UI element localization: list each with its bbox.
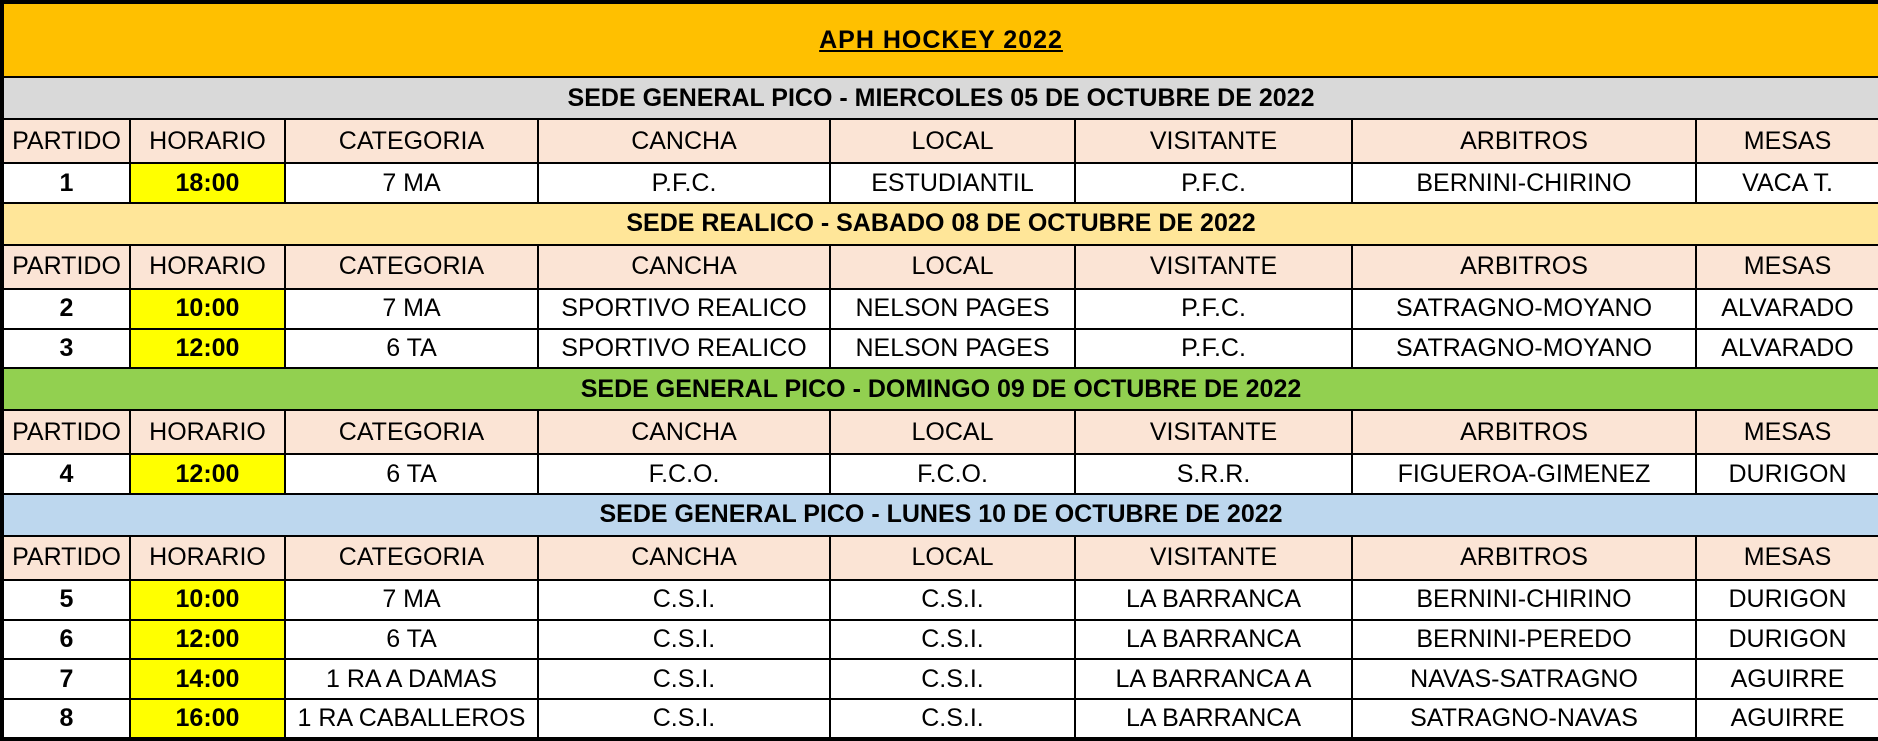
cell-mesas: AGUIRRE	[1696, 699, 1878, 739]
cell-categoria: 6 TA	[285, 454, 538, 494]
column-header-arbitros: ARBITROS	[1352, 245, 1696, 289]
cell-cancha: SPORTIVO REALICO	[538, 329, 830, 369]
cell-partido: 7	[2, 659, 130, 699]
column-header-partido: PARTIDO	[2, 410, 130, 454]
column-header-mesas: MESAS	[1696, 119, 1878, 163]
cell-visitante: P.F.C.	[1075, 163, 1352, 203]
column-header-partido: PARTIDO	[2, 245, 130, 289]
cell-partido: 5	[2, 580, 130, 620]
match-row	[2, 620, 1878, 660]
cell-local: NELSON PAGES	[830, 329, 1075, 369]
column-header-row	[2, 119, 1878, 163]
cell-local: NELSON PAGES	[830, 289, 1075, 329]
cell-categoria: 7 MA	[285, 163, 538, 203]
cell-arbitros: SATRAGNO-NAVAS	[1352, 699, 1696, 739]
column-header-arbitros: ARBITROS	[1352, 536, 1696, 580]
cell-mesas: DURIGON	[1696, 454, 1878, 494]
cell-categoria: 7 MA	[285, 580, 538, 620]
cell-visitante: LA BARRANCA	[1075, 699, 1352, 739]
column-header-row	[2, 245, 1878, 289]
cell-arbitros: SATRAGNO-MOYANO	[1352, 289, 1696, 329]
cell-visitante: P.F.C.	[1075, 329, 1352, 369]
cell-visitante: P.F.C.	[1075, 289, 1352, 329]
section-title: SEDE GENERAL PICO - LUNES 10 DE OCTUBRE DE 2022	[2, 494, 1878, 536]
cell-partido: 1	[2, 163, 130, 203]
cell-visitante: LA BARRANCA A	[1075, 659, 1352, 699]
cell-arbitros: SATRAGNO-MOYANO	[1352, 329, 1696, 369]
column-header-row	[2, 410, 1878, 454]
cell-cancha: F.C.O.	[538, 454, 830, 494]
cell-partido: 8	[2, 699, 130, 739]
column-header-local: LOCAL	[830, 536, 1075, 580]
column-header-local: LOCAL	[830, 410, 1075, 454]
column-header-categoria: CATEGORIA	[285, 536, 538, 580]
cell-local: F.C.O.	[830, 454, 1075, 494]
cell-cancha: C.S.I.	[538, 659, 830, 699]
match-row	[2, 289, 1878, 329]
cell-local: C.S.I.	[830, 699, 1075, 739]
title-row	[2, 2, 1878, 77]
cell-partido: 3	[2, 329, 130, 369]
cell-partido: 2	[2, 289, 130, 329]
section-row	[2, 77, 1878, 119]
cell-categoria: 7 MA	[285, 289, 538, 329]
page-title: APH HOCKEY 2022	[2, 2, 1878, 77]
column-header-cancha: CANCHA	[538, 410, 830, 454]
column-header-visitante: VISITANTE	[1075, 245, 1352, 289]
column-header-visitante: VISITANTE	[1075, 410, 1352, 454]
cell-arbitros: BERNINI-CHIRINO	[1352, 580, 1696, 620]
match-row	[2, 454, 1878, 494]
cell-horario: 10:00	[130, 289, 285, 329]
cell-local: C.S.I.	[830, 580, 1075, 620]
cell-cancha: C.S.I.	[538, 699, 830, 739]
cell-categoria: 1 RA CABALLEROS	[285, 699, 538, 739]
cell-arbitros: NAVAS-SATRAGNO	[1352, 659, 1696, 699]
column-header-partido: PARTIDO	[2, 119, 130, 163]
cell-mesas: DURIGON	[1696, 620, 1878, 660]
cell-local: C.S.I.	[830, 620, 1075, 660]
cell-arbitros: BERNINI-PEREDO	[1352, 620, 1696, 660]
match-row	[2, 699, 1878, 739]
cell-categoria: 1 RA A DAMAS	[285, 659, 538, 699]
column-header-cancha: CANCHA	[538, 245, 830, 289]
column-header-visitante: VISITANTE	[1075, 536, 1352, 580]
column-header-horario: HORARIO	[130, 536, 285, 580]
cell-horario: 16:00	[130, 699, 285, 739]
cell-horario: 12:00	[130, 329, 285, 369]
cell-horario: 14:00	[130, 659, 285, 699]
cell-mesas: VACA T.	[1696, 163, 1878, 203]
cell-cancha: C.S.I.	[538, 580, 830, 620]
column-header-cancha: CANCHA	[538, 536, 830, 580]
cell-horario: 12:00	[130, 620, 285, 660]
cell-horario: 12:00	[130, 454, 285, 494]
column-header-arbitros: ARBITROS	[1352, 410, 1696, 454]
cell-partido: 6	[2, 620, 130, 660]
section-title: SEDE GENERAL PICO - MIERCOLES 05 DE OCTUBRE DE 2022	[2, 77, 1878, 119]
column-header-local: LOCAL	[830, 119, 1075, 163]
column-header-categoria: CATEGORIA	[285, 410, 538, 454]
cell-partido: 4	[2, 454, 130, 494]
cell-mesas: ALVARADO	[1696, 289, 1878, 329]
cell-mesas: ALVARADO	[1696, 329, 1878, 369]
cell-cancha: C.S.I.	[538, 620, 830, 660]
column-header-arbitros: ARBITROS	[1352, 119, 1696, 163]
column-header-partido: PARTIDO	[2, 536, 130, 580]
cell-cancha: P.F.C.	[538, 163, 830, 203]
cell-visitante: LA BARRANCA	[1075, 580, 1352, 620]
match-row	[2, 329, 1878, 369]
section-row	[2, 203, 1878, 245]
column-header-horario: HORARIO	[130, 410, 285, 454]
cell-visitante: S.R.R.	[1075, 454, 1352, 494]
column-header-horario: HORARIO	[130, 119, 285, 163]
match-row	[2, 163, 1878, 203]
cell-cancha: SPORTIVO REALICO	[538, 289, 830, 329]
match-row	[2, 659, 1878, 699]
column-header-mesas: MESAS	[1696, 245, 1878, 289]
cell-arbitros: BERNINI-CHIRINO	[1352, 163, 1696, 203]
section-row	[2, 368, 1878, 410]
cell-mesas: AGUIRRE	[1696, 659, 1878, 699]
cell-local: ESTUDIANTIL	[830, 163, 1075, 203]
column-header-horario: HORARIO	[130, 245, 285, 289]
cell-local: C.S.I.	[830, 659, 1075, 699]
cell-mesas: DURIGON	[1696, 580, 1878, 620]
column-header-cancha: CANCHA	[538, 119, 830, 163]
fixture-table-body	[2, 2, 1878, 739]
column-header-row	[2, 536, 1878, 580]
match-row	[2, 580, 1878, 620]
column-header-categoria: CATEGORIA	[285, 245, 538, 289]
column-header-mesas: MESAS	[1696, 410, 1878, 454]
section-title: SEDE GENERAL PICO - DOMINGO 09 DE OCTUBRE DE 2022	[2, 368, 1878, 410]
column-header-categoria: CATEGORIA	[285, 119, 538, 163]
section-title: SEDE REALICO - SABADO 08 DE OCTUBRE DE 2022	[2, 203, 1878, 245]
column-header-visitante: VISITANTE	[1075, 119, 1352, 163]
column-header-mesas: MESAS	[1696, 536, 1878, 580]
cell-categoria: 6 TA	[285, 329, 538, 369]
cell-horario: 10:00	[130, 580, 285, 620]
section-row	[2, 494, 1878, 536]
cell-horario: 18:00	[130, 163, 285, 203]
cell-visitante: LA BARRANCA	[1075, 620, 1352, 660]
cell-arbitros: FIGUEROA-GIMENEZ	[1352, 454, 1696, 494]
cell-categoria: 6 TA	[285, 620, 538, 660]
column-header-local: LOCAL	[830, 245, 1075, 289]
